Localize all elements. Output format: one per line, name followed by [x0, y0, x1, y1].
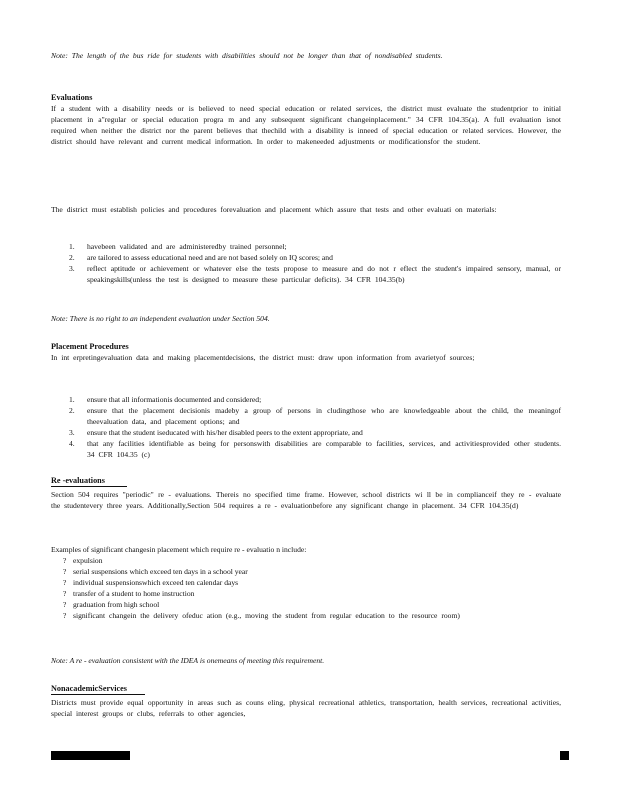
list-number: 2. — [69, 406, 75, 415]
list-item-text: ensure that the student iseducated with his/her disabled peers to the extent appropriate, and — [87, 428, 363, 437]
list-item — [51, 577, 561, 588]
bullet-glyph: ? — [63, 589, 67, 598]
evaluation-materials-list — [51, 241, 561, 285]
independent-evaluation-note: Note: There is no right to an independent evaluation under Section 504. — [51, 314, 270, 323]
list-item-text: individual suspensionswhich exceed ten calendar days — [73, 578, 239, 587]
reevaluation-examples — [51, 544, 561, 621]
reevaluations-heading: Re -evaluations — [51, 476, 127, 487]
bullet-glyph: ? — [63, 556, 67, 565]
list-number: 1. — [69, 395, 75, 404]
reevaluations-paragraph-1: Section 504 requires "periodic" re - evaluations. Thereis no specified time frame. However, school districts wi ll be in complianceif they re - evaluate the studentevery three years. Additionally,Section 504 requires a re - evaluationbefore any significant change in placement. 34 CFR 104.35(d) — [51, 490, 561, 510]
list-item — [51, 438, 561, 460]
list-item-text: significant changein the delivery ofeduc ation (e.g., moving the student from regular education to the resource room) — [73, 611, 460, 620]
footer-bar — [51, 751, 130, 760]
list-item — [51, 555, 561, 566]
list-item-text: that any facilities identifiable as being for personswith disabilities are comparable to facilities, services, and activitiesprovided other students. 34 CFR 104.35 (c) — [87, 439, 561, 459]
list-item-text: expulsion — [73, 556, 103, 565]
evaluations-paragraph-2: The district must establish policies and procedures forevaluation and placement which assure that tests and other evaluati on materials: — [51, 205, 497, 214]
list-item — [51, 588, 561, 599]
list-item — [51, 241, 561, 252]
list-number: 3. — [69, 428, 75, 437]
placement-intro: In int erpretingevaluation data and making placementdecisions, the district must: draw upon information from avarietyof sources; — [51, 353, 475, 362]
list-number: 2. — [69, 253, 75, 262]
list-item — [51, 252, 561, 263]
list-item — [51, 405, 561, 427]
reevaluations-section — [51, 475, 561, 511]
list-item-text: ensure that the placement decisionis madeby a group of persons in cludingthose who are knowledgeable about the child, the meaningof theevaluation data, and placement options; and — [87, 406, 561, 426]
bullet-glyph: ? — [63, 578, 67, 587]
evaluations-paragraph-1: If a student with a disability needs or is believed to need special education or related services, the district must evaluate the studentprior to initial placement in a"regular or special education progra m and any subsequent significant changeinplacement." 34 CFR 104.35(a). A full evaluation isnot required when neither the district nor the parent believes that thechild with a disability is inneed of special education or related services. However, the district should have relevant and current medical information. In order to makeneeded adjustments or modificationsfor the student. — [51, 104, 561, 146]
bus-ride-note: Note: The length of the bus ride for students with disabilities should not be longer than that of nondisabled students. — [51, 51, 443, 60]
placement-list — [51, 394, 561, 460]
bullet-glyph: ? — [63, 600, 67, 609]
bullet-glyph: ? — [63, 611, 67, 620]
evaluations-heading: Evaluations — [51, 93, 93, 102]
footer-square — [560, 751, 569, 760]
list-item — [51, 394, 561, 405]
examples-intro: Examples of significant changesin placement which require re - evaluatio n include: — [51, 545, 307, 554]
list-item-text: reflect aptitude or achievement or whatever else the tests propose to measure and do not r eflect the student's impaired sensory, manual, or speakingskills(unless the test is designed to measure these particular deficits). 34 CFR 104.35(b) — [87, 264, 561, 284]
list-number: 4. — [69, 439, 75, 448]
list-item — [51, 610, 561, 621]
placement-heading: Placement Procedures — [51, 342, 129, 351]
reevaluation-note: Note: A re - evaluation consistent with the IDEA is onemeans of meeting this requirement. — [51, 656, 325, 665]
list-item — [51, 599, 561, 610]
list-item — [51, 263, 561, 285]
list-number: 1. — [69, 242, 75, 251]
list-item-text: havebeen validated and are administeredby trained personnel; — [87, 242, 287, 251]
list-item-text: transfer of a student to home instruction — [73, 589, 195, 598]
list-item-text: are tailored to assess educational need and are not based solely on IQ scores; and — [87, 253, 333, 262]
bullet-glyph: ? — [63, 567, 67, 576]
list-item — [51, 427, 561, 438]
nonacademic-paragraph: Districts must provide equal opportunity in areas such as couns eling, physical recreational athletics, transportation, health services, recreational activities, special interest groups or clubs, referrals to other agencies, — [51, 698, 561, 718]
list-number: 3. — [69, 264, 75, 273]
placement-section — [51, 341, 561, 363]
nonacademic-heading: NonacademicServices — [51, 684, 145, 695]
nonacademic-section — [51, 683, 561, 719]
list-item-text: serial suspensions which exceed ten days in a school year — [73, 567, 248, 576]
evaluations-section — [51, 92, 561, 147]
list-item — [51, 566, 561, 577]
list-item-text: ensure that all informationis documented and considered; — [87, 395, 262, 404]
list-item-text: graduation from high school — [73, 600, 160, 609]
